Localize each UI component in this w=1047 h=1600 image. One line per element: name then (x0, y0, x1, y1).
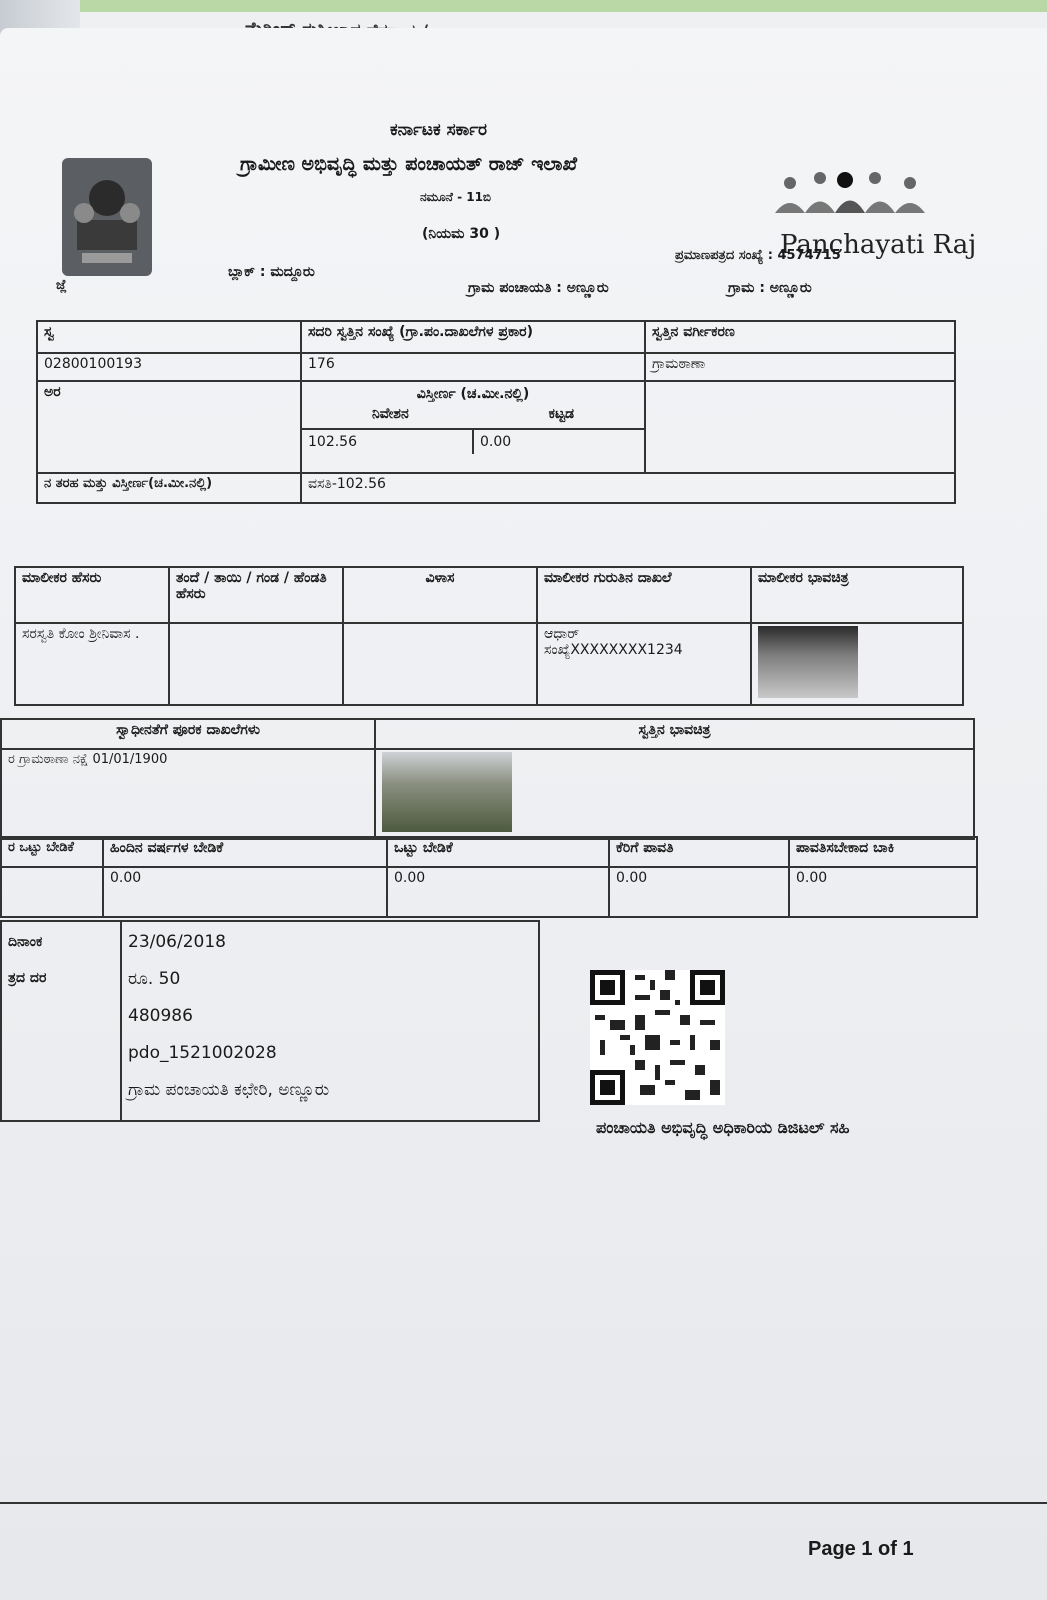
property-details-table (36, 320, 956, 504)
relation-value (169, 623, 343, 705)
panchayati-raj-logo-icon (770, 168, 950, 228)
panchayati-raj-logo-text: Panchayati Raj (780, 230, 977, 260)
documents-header: ಸ್ವಾಧೀನತೆಗೆ ಪೂರಕ ದಾಖಲೆಗಳು (1, 719, 375, 749)
tax-table (0, 836, 978, 918)
property-id-header: ಸ್ವ (37, 321, 301, 353)
owner-id-value (537, 623, 751, 705)
owner-name-header: ಮಾಲೀಕರ ಹೆಸರು (15, 567, 169, 623)
type-area-value: ವಸತಿ-102.56 (301, 473, 955, 503)
address-value (343, 623, 537, 705)
village-label: ಗ್ರಾಮ : ಅಣ್ಣೂರು (728, 280, 812, 296)
area-cell (301, 381, 645, 473)
page-number: Page 1 of 1 (808, 1538, 914, 1560)
district-label: ಜ್ಲೆ (56, 278, 67, 293)
classification-empty (645, 381, 955, 473)
owner-name-value: ಸರಸ್ವತಿ ಕೋಂ ಶ್ರೀನಿವಾಸ . (15, 623, 169, 705)
classification-value: ಗ್ರಾಮಠಾಣಾ (645, 353, 955, 381)
site-area-value: 102.56 (302, 430, 474, 454)
issue-fee-label: ತ್ರದ ದರ (8, 970, 47, 986)
property-photo-cell (375, 749, 974, 839)
owner-id-type: ಆಧಾರ್ (544, 626, 580, 642)
qr-code-icon (590, 970, 725, 1105)
area-header: ವಿಸ್ತೀರ್ಣ (ಚ.ಮೀ.ನಲ್ಲಿ) (416, 386, 530, 402)
site-label: ನಿವೇಶನ (371, 406, 409, 422)
survey-number-value: 176 (301, 353, 645, 381)
certificate-sheet (0, 28, 1047, 1600)
gram-panchayat-label: ಗ್ರಾಮ ಪಂಚಾಯತಿ : ಅಣ್ಣೂರು (468, 280, 609, 296)
issue-table (0, 920, 540, 1122)
issue-fee: ರೂ. 50 (128, 969, 181, 989)
issue-receipt: 480986 (128, 1006, 193, 1026)
header-government: ಕರ್ನಾಟಕ ಸರ್ಕಾರ (390, 120, 488, 140)
building-label: ಕಟ್ಟಡ (548, 406, 575, 422)
issue-labels (1, 921, 121, 1121)
owner-photo (758, 626, 858, 698)
type-area-label: ನ ತರಹ ಮತ್ತು ವಿಸ್ತೀರ್ಣ(ಚ.ಮೀ.ನಲ್ಲಿ) (37, 473, 301, 503)
tax-paid-value: 0.00 (609, 867, 789, 917)
documents-table (0, 718, 975, 840)
owner-photo-cell (751, 623, 963, 705)
header-department: ಗ್ರಾಮೀಣ ಅಭಿವೃದ್ಧಿ ಮತ್ತು ಪಂಚಾಯತ್ ರಾಜ್ ಇಲಾಖೆ (240, 153, 578, 175)
issue-date: 23/06/2018 (128, 932, 226, 952)
owner-id-header: ಮಾಲೀಕರ ಗುರುತಿನ ದಾಖಲೆ (537, 567, 751, 623)
tax-demand-header: ಒಟ್ಟು ಬೇಡಿಕೆ (387, 837, 609, 867)
header-form-no: ನಮೂನೆ - 11ಬಿ (420, 190, 491, 204)
tax-balance-header: ಪಾವತಿಸಬೇಕಾದ ಬಾಕಿ (789, 837, 977, 867)
tax-demand-value: 0.00 (387, 867, 609, 917)
survey-number-header: ಸದರಿ ಸ್ವತ್ತಿನ ಸಂಖ್ಯೆ (ಗ್ರಾ.ಪಂ.ದಾಖಲೆಗಳ ಪ್ರಕಾರ) (301, 321, 645, 353)
tax-total-demand-header: ರ ಒಟ್ಟು ಬೇಡಿಕೆ (1, 837, 103, 867)
property-photo-header: ಸ್ವತ್ತಿನ ಭಾವಚಿತ್ರ (375, 719, 974, 749)
issue-office: ಗ್ರಾಮ ಪಂಚಾಯತಿ ಕಛೇರಿ, ಅಣ್ಣೂರು (128, 1080, 330, 1100)
tax-paid-header: ಕೆರಿಗೆ ಪಾವತಿ (609, 837, 789, 867)
owner-id-number: ಸಂಖ್ಯೆXXXXXXXX1234 (544, 642, 683, 658)
tax-previous-demand-header: ಹಿಂದಿನ ವರ್ಷಗಳ ಬೇಡಿಕೆ (103, 837, 387, 867)
relation-header: ತಂದೆ / ತಾಯಿ / ಗಂಡ / ಹೆಂಡತಿ ಹೆಸರು (169, 567, 343, 623)
documents-value: ರ ಗ್ರಾಮಠಾಣಾ ನಕ್ಷೆ 01/01/1900 (1, 749, 375, 839)
issue-date-label: ದಿನಾಂಕ (8, 934, 43, 950)
block-label: ಬ್ಲಾಕ್ : ಮದ್ದೂರು (228, 264, 315, 280)
classification-header: ಸ್ವತ್ತಿನ ವರ್ಗೀಕರಣ (645, 321, 955, 353)
tax-previous-demand-value: 0.00 (103, 867, 387, 917)
address-header: ವಿಳಾಸ (343, 567, 537, 623)
tax-total-demand-value (1, 867, 103, 917)
property-type-label: ಅರ (37, 381, 301, 473)
property-photo (382, 752, 512, 832)
tax-balance-value: 0.00 (789, 867, 977, 917)
building-area-value: 0.00 (480, 434, 512, 450)
karnataka-emblem-icon (62, 158, 152, 276)
digital-signature-label: ಪಂಚಾಯತಿ ಅಭಿವೃದ್ಧಿ ಅಧಿಕಾರಿಯ ಡಿಜಿಟಲ್ ಸಹಿ (596, 1118, 850, 1137)
certificate-number: ಪ್ರಮಾಣಪತ್ರದ ಸಂಖ್ಯೆ : 4574715 (675, 248, 841, 263)
property-id-value: 02800100193 (37, 353, 301, 381)
issue-user: pdo_1521002028 (128, 1043, 277, 1063)
owner-table (14, 566, 964, 706)
footer-divider (0, 1502, 1047, 1504)
issue-values (121, 921, 539, 1121)
header-rule: (ನಿಯಮ 30 ) (422, 226, 501, 242)
owner-photo-header: ಮಾಲೀಕರ ಭಾವಚಿತ್ರ (751, 567, 963, 623)
